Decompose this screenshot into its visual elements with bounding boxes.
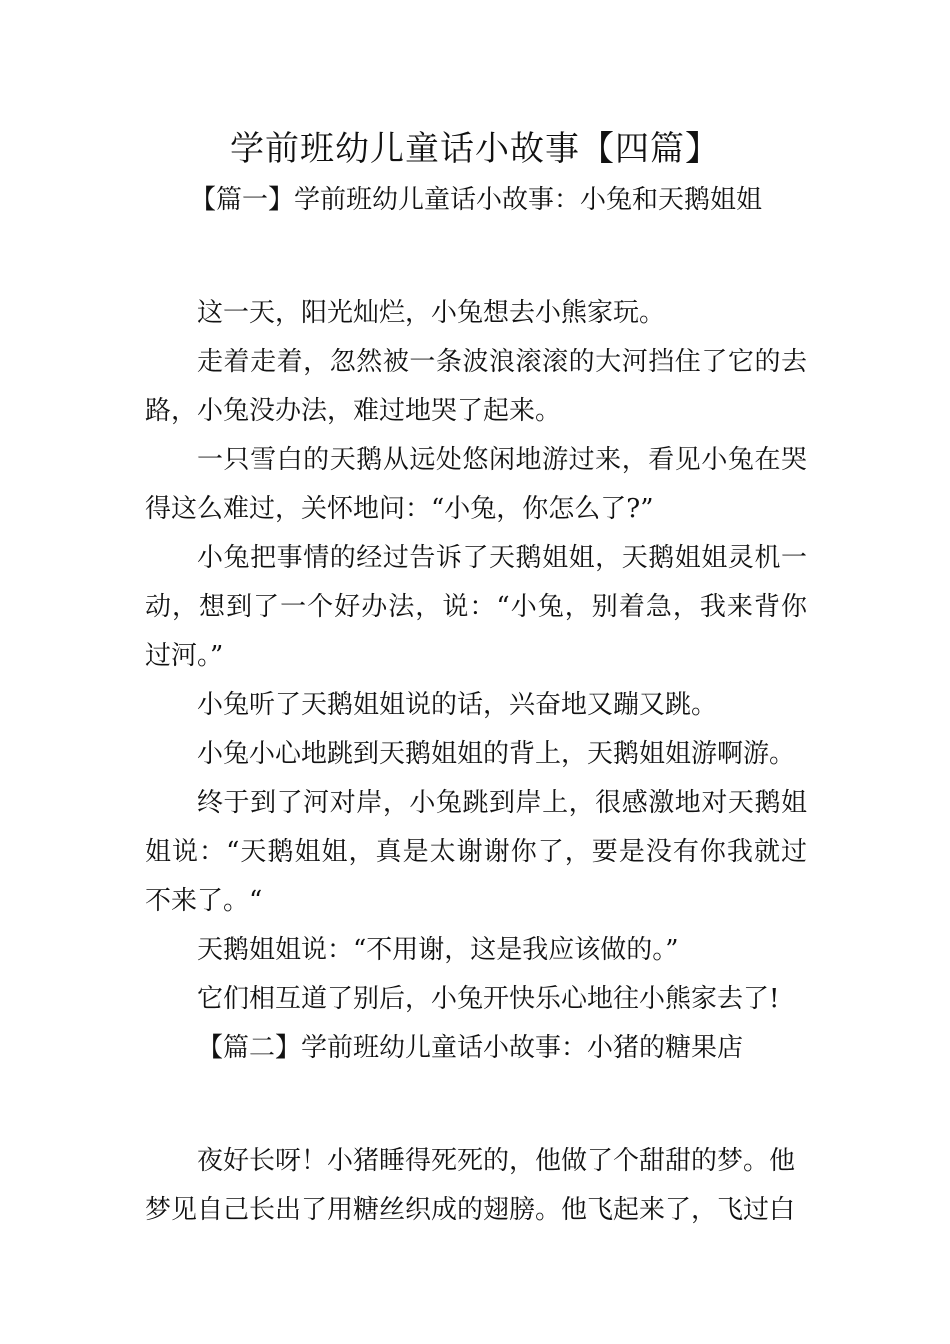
paragraph: 小兔把事情的经过告诉了天鹅姐姐，天鹅姐姐灵机一动，想到了一个好办法，说：“小兔，别着急，我来背你过河。” bbox=[145, 543, 807, 671]
paragraph: 这一天，阳光灿烂，小兔想去小熊家玩。 bbox=[197, 298, 666, 328]
paragraph: 小兔听了天鹅姐姐说的话，兴奋地又蹦又跳。 bbox=[197, 690, 718, 720]
paragraph: 终于到了河对岸，小兔跳到岸上，很感激地对天鹅姐姐说：“天鹅姐姐，真是太谢谢你了，要是没有你我就过不来了。“ bbox=[145, 788, 807, 916]
paragraph: 它们相互道了别后，小兔开快乐心地往小熊家去了! bbox=[197, 984, 780, 1014]
paragraph: 走着走着，忽然被一条波浪滚滚的大河挡住了它的去路，小兔没办法，难过地哭了起来。 bbox=[145, 347, 807, 426]
paragraph: 天鹅姐姐说：“不用谢，这是我应该做的。” bbox=[197, 935, 679, 965]
spacer bbox=[145, 225, 807, 274]
paragraph: 夜好长呀！小猪睡得死死的，他做了个甜甜的梦。他梦见自己长出了用糖丝织成的翅膀。他飞起来了，飞过白 bbox=[145, 1146, 796, 1225]
section-heading-2: 【篇二】学前班幼儿童话小故事：小猪的糖果店 bbox=[197, 1033, 744, 1063]
paragraph: 小兔小心地跳到天鹅姐姐的背上，天鹅姐姐游啊游。 bbox=[197, 739, 796, 769]
spacer bbox=[145, 1073, 807, 1122]
paragraph: 一只雪白的天鹅从远处悠闲地游过来，看见小兔在哭得这么难过，关怀地问：“小兔，你怎么了?” bbox=[145, 445, 807, 524]
document-title: 学前班幼儿童话小故事【四篇】 bbox=[230, 129, 720, 169]
section-heading-1: 【篇一】学前班幼儿童话小故事：小兔和天鹅姐姐 bbox=[189, 185, 762, 215]
document-body bbox=[145, 176, 807, 1235]
